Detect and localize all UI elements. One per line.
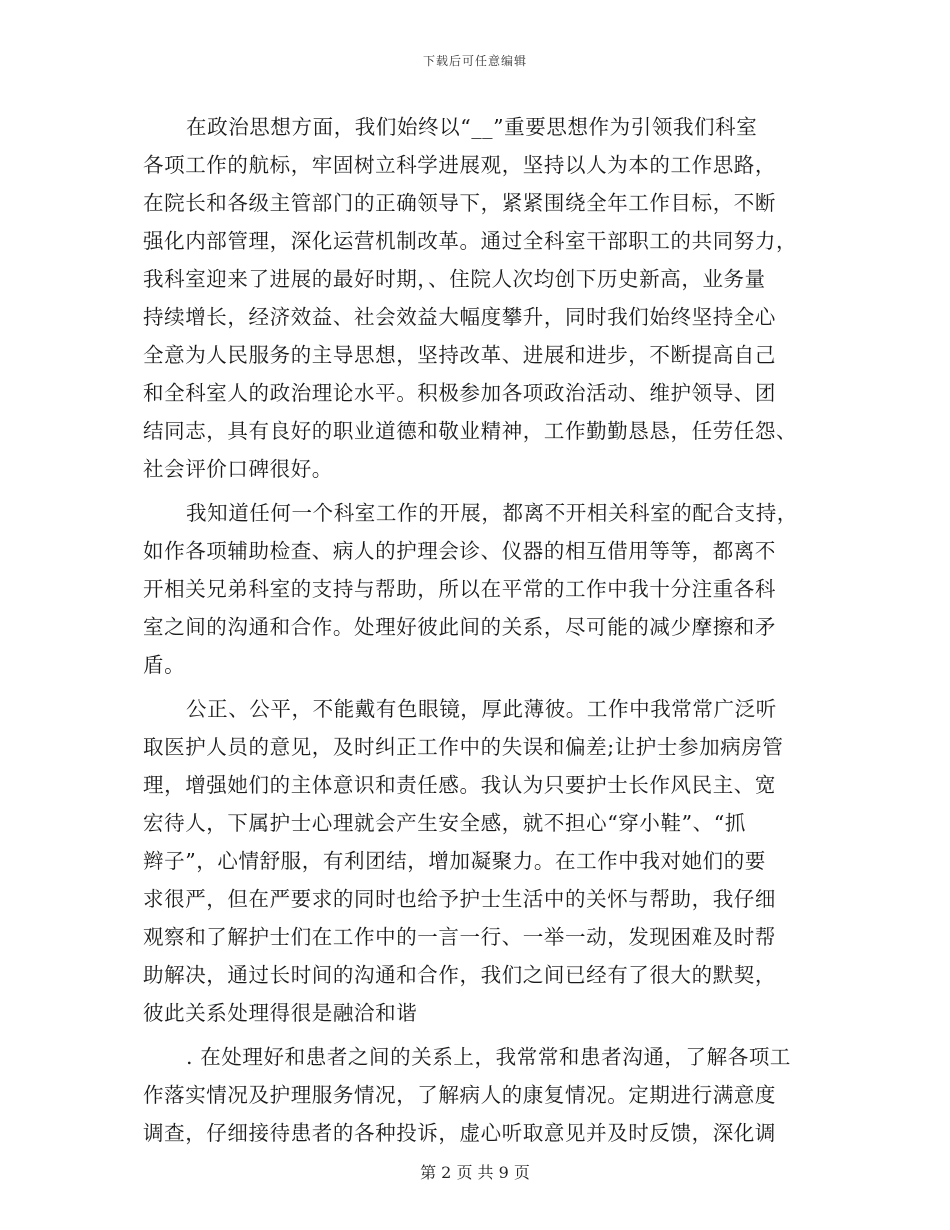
text-line: 在政治思想方面，我们始终以“__”重要思想作为引领我们科室 [186, 115, 758, 139]
text-line: 结同志，具有良好的职业道德和敬业精神，工作勤勤恳恳，任劳任怨、 [143, 419, 798, 443]
text-line: . 在处理好和患者之间的关系上，我常常和患者沟通，了解各项工 [186, 1045, 792, 1069]
page-footer: 第 2 页 共 9 页 [420, 1163, 530, 1182]
text-line: 室之间的沟通和合作。处理好彼此间的关系，尽可能的减少摩擦和矛 [143, 615, 776, 639]
paragraph-fairness [143, 690, 813, 1032]
text-line: 和全科室人的政治理论水平。积极参加各项政治活动、维护领导、团 [143, 381, 776, 405]
text-line: 辫子”，心情舒服，有利团结，增加凝聚力。在工作中我对她们的要 [143, 849, 766, 873]
text-line: 取医护人员的意见，及时纠正工作中的失误和偏差;让护士参加病房管 [143, 735, 784, 759]
text-line: 社会评价口碑很好。 [143, 457, 333, 481]
text-line: 宏待人，下属护士心理就会产生安全感，就不担心“穿小鞋”、“抓 [143, 811, 746, 835]
text-line: 我知道任何一个科室工作的开展，都离不开相关科室的配合支持， [186, 501, 798, 525]
text-line: 如作各项辅助检查、病人的护理会诊、仪器的相互借用等等，都离不 [143, 539, 776, 563]
text-line: 全意为人民服务的主导思想，坚持改革、进展和进步，不断提高自己 [143, 343, 776, 367]
paragraph-department-cooperation [143, 494, 813, 684]
text-line: 助解决，通过长时间的沟通和合作，我们之间已经有了很大的默契， [143, 963, 776, 987]
text-line: 开相关兄弟科室的支持与帮助，所以在平常的工作中我十分注重各科 [143, 577, 776, 601]
text-line: 观察和了解护士们在工作中的一言一行、一举一动，发现困难及时帮 [143, 925, 776, 949]
text-line: 调查，仔细接待患者的各种投诉，虚心听取意见并及时反馈，深化调 [143, 1121, 776, 1145]
text-line: 彼此关系处理得很是融洽和谐 [143, 1001, 418, 1025]
text-line: 作落实情况及护理服务情况，了解病人的康复情况。定期进行满意度 [143, 1083, 776, 1107]
paragraph-patient-relations [143, 1038, 813, 1152]
text-line: 各项工作的航标，牢固树立科学进展观，坚持以人为本的工作思路， [143, 153, 776, 177]
page-header: 下载后可任意编辑 [422, 54, 527, 68]
text-line: 我科室迎来了进展的最好时期，、住院人次均创下历史新高，业务量 [143, 267, 766, 291]
text-line: 持续增长，经济效益、社会效益大幅度攀升，同时我们始终坚持全心 [143, 305, 776, 329]
text-line: 求很严，但在严要求的同时也给予护士生活中的关怀与帮助，我仔细 [143, 887, 776, 911]
text-line: 在院长和各级主管部门的正确领导下，紧紧围绕全年工作目标，不断 [143, 191, 776, 215]
text-line: 强化内部管理，深化运营机制改革。通过全科室干部职工的共同努力， [143, 229, 798, 253]
paragraph-political-thought [143, 108, 813, 488]
document-body [143, 108, 813, 1152]
text-line: 公正、公平，不能戴有色眼镜，厚此薄彼。工作中我常常广泛听 [186, 697, 777, 721]
text-line: 理，增强她们的主体意识和责任感。我认为只要护士长作风民主、宽 [143, 773, 776, 797]
text-line: 盾。 [143, 653, 186, 677]
